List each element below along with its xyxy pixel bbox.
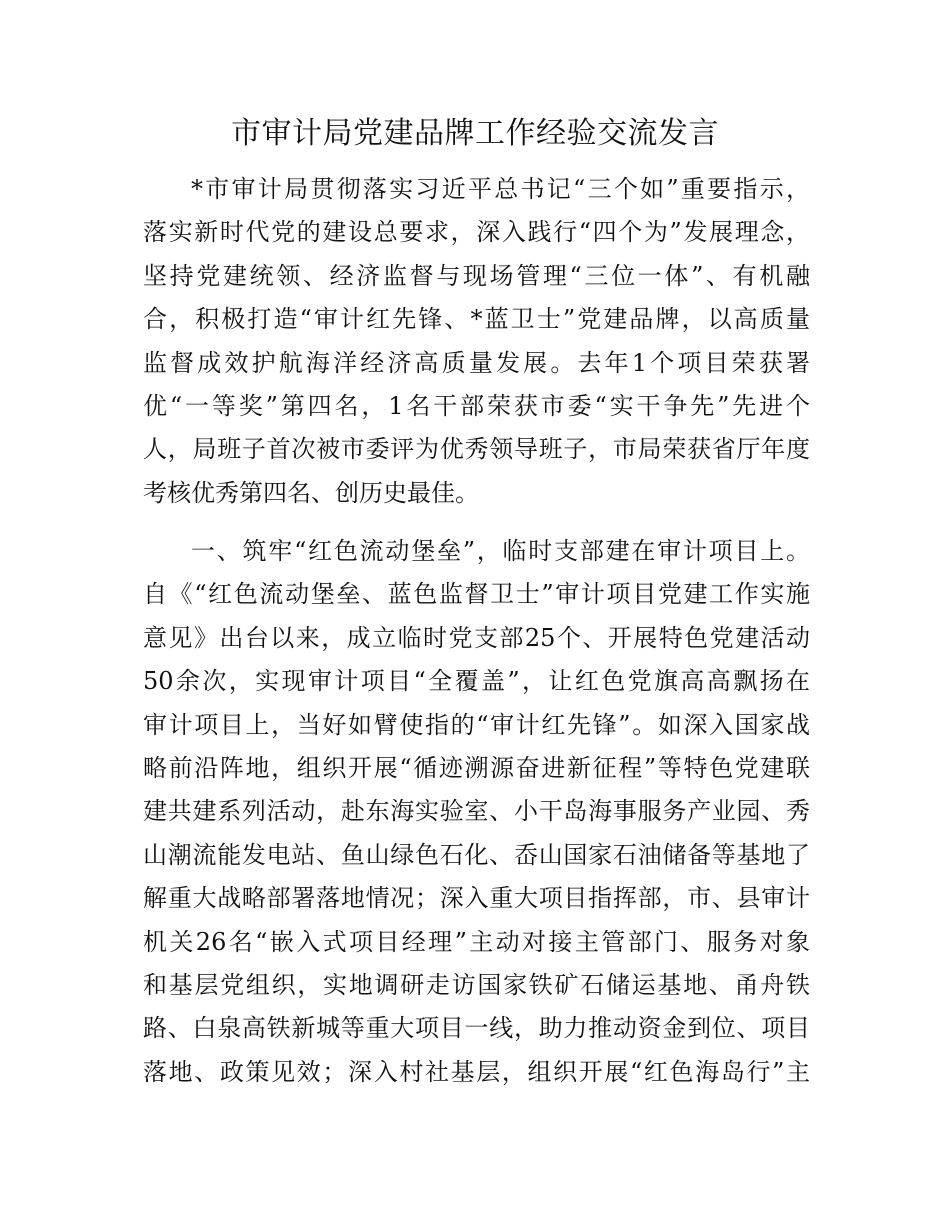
paragraph-intro [143, 168, 810, 515]
paragraph-line: *市审计局贯彻落实习近平总书记“三个如”重要指示， [191, 175, 810, 203]
paragraph-line: 山潮流能发电站、鱼山绿色石化、岙山国家石油储备等基地了 [143, 840, 810, 869]
paragraph-section-one [143, 530, 810, 1094]
paragraph-line: 自《“红色流动堡垒、蓝色监督卫士”审计项目党建工作实施 [143, 580, 810, 609]
paragraph-line: 50余次，实现审计项目“全覆盖”，让红色党旗高高飘扬在 [143, 667, 810, 696]
document-title: 市审计局党建品牌工作经验交流发言 [231, 116, 719, 151]
paragraph-line: 落实新时代党的建设总要求，深入践行“四个为”发展理念， [143, 218, 810, 247]
section-heading-line: 一、筑牢“红色流动堡垒”，临时支部建在审计项目上。 [191, 537, 810, 565]
paragraph-line: 路、白泉高铁新城等重大项目一线，助力推动资金到位、项目 [143, 1014, 810, 1043]
paragraph-line: 机关26名“嵌入式项目经理”主动对接主管部门、服务对象 [143, 927, 810, 956]
paragraph-line: 优“一等奖”第四名，1名干部荣获市委“实干争先”先进个 [143, 391, 810, 420]
paragraph-line: 合，积极打造“审计红先锋、*蓝卫士”党建品牌，以高质量 [143, 305, 810, 334]
paragraph-line: 意见》出台以来，成立临时党支部25个、开展特色党建活动 [143, 623, 810, 652]
paragraph-line: 坚持党建统领、经济监督与现场管理“三位一体”、有机融 [143, 261, 810, 290]
paragraph-line: 和基层党组织，实地调研走访国家铁矿石储运基地、甬舟铁 [143, 970, 810, 999]
paragraph-line: 解重大战略部署落地情况；深入重大项目指挥部，市、县审计 [143, 884, 810, 913]
paragraph-line: 落地、政策见效；深入村社基层，组织开展“红色海岛行”主 [143, 1057, 810, 1086]
paragraph-line: 监督成效护航海洋经济高质量发展。去年1个项目荣获署 [143, 348, 810, 377]
paragraph-line: 建共建系列活动，赴东海实验室、小干岛海事服务产业园、秀 [143, 797, 810, 826]
paragraph-line: 审计项目上，当好如臂使指的“审计红先锋”。如深入国家战 [143, 710, 810, 739]
paragraph-line: 略前沿阵地，组织开展“循迹溯源奋进新征程”等特色党建联 [143, 753, 810, 782]
paragraph-line: 考核优秀第四名、创历史最佳。 [143, 478, 479, 507]
paragraph-line: 人，局班子首次被市委评为优秀领导班子，市局荣获省厅年度 [143, 435, 810, 464]
